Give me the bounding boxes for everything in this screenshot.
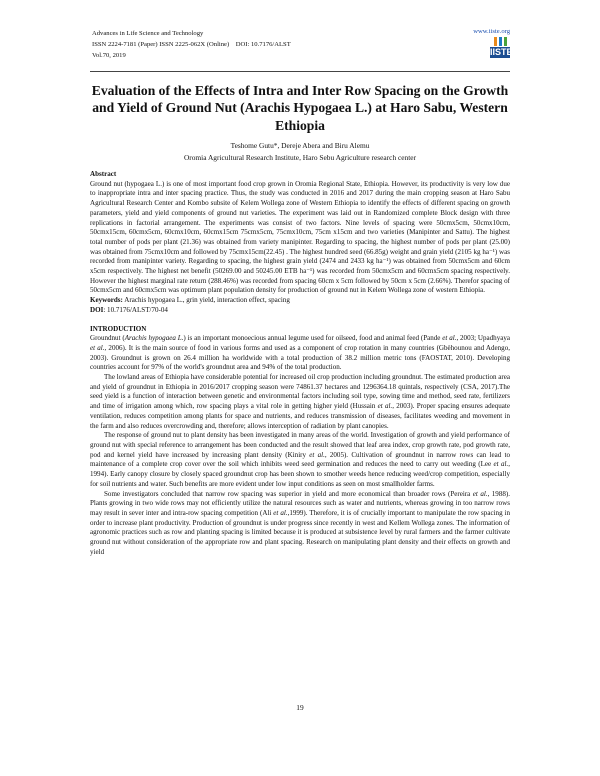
affiliation: Oromia Agricultural Research Institute, Haro Sebu Agriculture research center bbox=[183, 153, 417, 162]
intro-paragraph-1: Groundnut (Arachis hypogaea L.) is an important monoecious annual legume used for oilseed, food and animal feed (Pande et al., 2003; Upadhyaya et al., 2006). It is the main source of food in various forms and used as a component of crop rotation in many countries (Gbèhounou and Adengo, 2003). Groundnut is grown on 26.4 million ha worldwide with a total production of 38.2 million metric tons (FAOSTAT, 2010). Developing countries account for 97% of the world's groundnut area and 94% of the total production. bbox=[90, 334, 510, 372]
paper-title: Evaluation of the Effects of Intra and Inter Row Spacing on the Growth and Yield of Ground Nut (Arachis Hypogaea L.) at Haro Sabu, Western Ethiopia bbox=[91, 83, 509, 133]
abstract-text: Ground nut (hypogaea L.) is one of most important food crop grown in Oromia Regional State, Ethiopia. However, its productivity is very low due to inappropriate intra and inter spacing practice. Thus, the study was conducted in 2016 and 2017 during the main cropping season at Haro Sabu Agricultural Research Center and Kombo subsite of Kelem Wollega zone of Western Ethiopia to identify the effects of different spacing on growth parameters, yield and yield components of ground nut varieties. The experiment was laid out in Randomized complete Block design with three replications in factorial arrangement. The experiments was consist of two factors. Nine levels of spacing were 50cmx5cm, 50cmx10cm, 50cmx15cm, 60cmx5cm, 60cmx10cm, 60cmx15cm 75cmx5cm, 75cmx10cm, 75cm x15cm and two varieties (Manipinter and Sattu). The highest total number of pods per plant (21.36) was obtained from variety manipinter. Regarding to spacing, the highest number of pods per plant (25.00) was obtained from 75cmx10cm and followed by 75cmx15cm(22.45) . The highest hundred seed (66.85g) weight and grain yield (2105 kg ha⁻¹) was recorded from manipinter variety. Regarding to spacing, the highest grain yield (2474 and 2433 kg ha⁻¹) was obtained from 50cmx5cm and 60cm x5cm respectively. The highest net benefit (50269.00 and 50245.00 ETB ha⁻¹) was recorded from 50cmx5cm and 60cmx5cm spacing respectively. However the highest marginal rate return (288.46%) was recorded from spacing 60cm x 5cm followed by 50cm x 5cm (2.66%). Therefor spacing of 50cmx5cm and 60cmx5cm was optimum plant population density for production of ground nut in Kelem Wollega zone of western Ethiopia. bbox=[90, 179, 510, 295]
volume: Vol.70, 2019 bbox=[92, 52, 126, 59]
journal-name: Advances in Life Science and Technology bbox=[92, 30, 204, 37]
iiste-logo bbox=[490, 37, 513, 59]
introduction-heading: INTRODUCTION bbox=[90, 324, 147, 333]
intro-paragraph-3: The response of ground nut to plant density has been investigated in many areas of the world. Investigation of growth and yield performance of ground nut with special reference to arrangement has been conducted and the result showed that leaf area index, crop growth rate, pod growth rate, pod and kernel yield have increased by increasing plant density (Kiniry et al., 2005). Cultivation of groundnut in narrow rows can lead to maintenance of a complete crop cover over the soil which inhibits weed seed germination and reduces the need to carry out weeding (Lee et al., 1994). Early canopy closure by closely spaced groundnut crop has been shown to smother weeds hence reducing weed/crop competition, especially for soil nutrients and water. Such benefits are more evident under low input conditions as seen on most smallholder farms. bbox=[90, 431, 510, 488]
page-number: 19 bbox=[296, 703, 304, 712]
issn-line bbox=[92, 39, 291, 50]
abstract-heading: Abstract bbox=[90, 170, 117, 178]
paper-body bbox=[90, 170, 510, 557]
article-doi: : 10.7176/ALST/70-04 bbox=[103, 305, 168, 314]
intro-paragraph-2: The lowland areas of Ethiopia have considerable potential for increased oil crop production including groundnut. The estimated production area and yield of groundnut in Ethiopia in 2016/2017 cropping season were 74861.37 hectares and 1296364.18 quintals, respectively (CSA, 2017).The seed yield is a function of interaction between genetic and environmental factors including soil type, sowing time and method, seed rate, fertilizers and time of irrigation among which, row spacing plays a vital role in getting higher yield (Hussain et al., 2003). Proper spacing ensures adequate ventilation, reduces competition among plants for space and nutrients, and reduces transmission of diseases, facilitates weeding and movement in the farm and also reduces overcrowding and, therefore; allows interception of radiation by plant canopies. bbox=[90, 373, 510, 430]
journal-doi: DOI: 10.7176/ALST bbox=[235, 41, 291, 48]
journal-header bbox=[92, 28, 291, 61]
header-right bbox=[473, 28, 513, 59]
logo-text: IISTE bbox=[490, 47, 513, 57]
intro-paragraph-4: Some investigators concluded that narrow row spacing was superior in yield and more economical than broader rows (Pereira et al., 1988). Plants growing in two wide rows may not efficiently utilize the natural resources such as water and nutrients, whereas growing in too narrow rows may result in sever inter and intra-row spacing competition (Ali et al.,1999). Therefore, it is of crucially important to manipulate the row spacing in order to increase plant productivity. Production of groundnut is under progress since recently in west and Kellem Wollega zones. The information of agronomic practices such as row and planting spacing is limited because it is produced at subsistence level by rural farmers and the farmer cultivate ground nut without consideration of the appropriate row and plant spacing. Research on manipulating plant density and their effects on growth and yield bbox=[90, 489, 510, 556]
issn: ISSN 2224-7181 (Paper) ISSN 2225-062X (Online) bbox=[92, 41, 230, 48]
journal-url-link[interactable]: www.iiste.org bbox=[473, 28, 510, 35]
keywords-line bbox=[90, 296, 510, 306]
doi-line bbox=[90, 306, 510, 316]
header-divider bbox=[90, 71, 510, 72]
keywords: Arachis hypogaea L., grin yield, interaction effect, spacing bbox=[124, 296, 290, 305]
keywords-label: Keywords: bbox=[90, 296, 123, 305]
doi-label: DOI bbox=[90, 305, 104, 314]
authors: Teshome Gutu*, Dereje Abera and Biru Alemu bbox=[230, 141, 370, 150]
logo-bars-icon bbox=[490, 37, 510, 46]
